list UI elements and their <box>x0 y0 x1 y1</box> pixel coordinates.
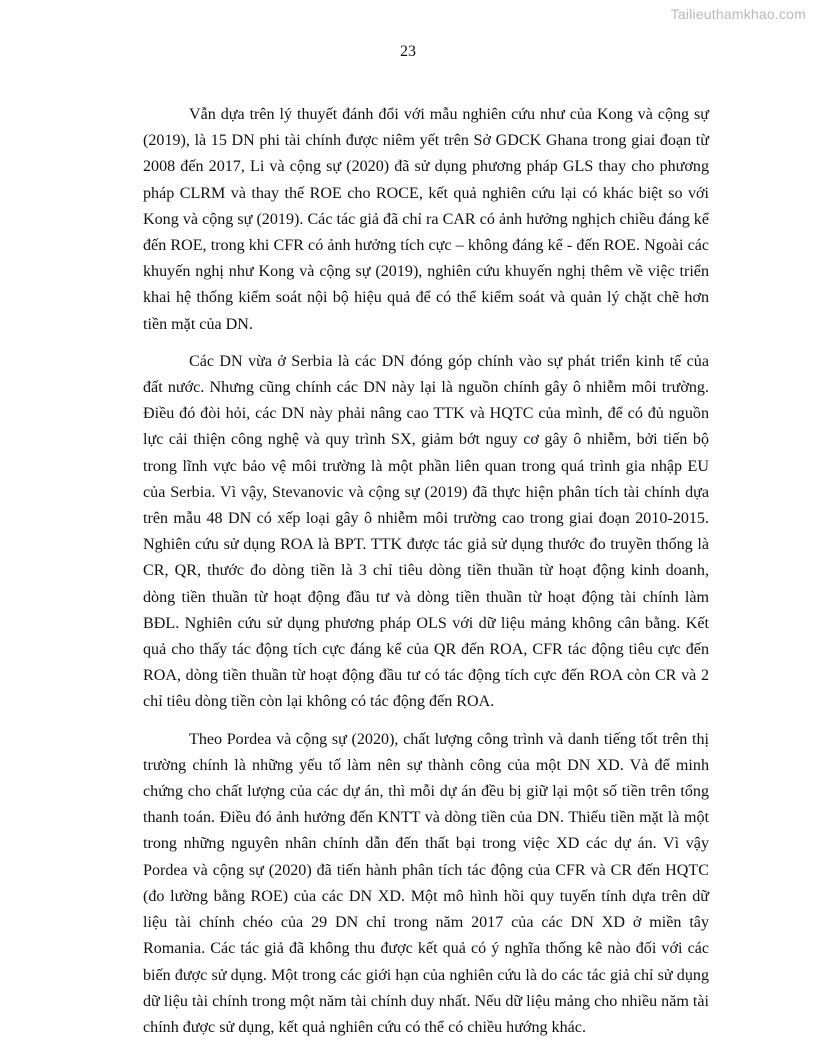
paragraph-li-2020: Vẫn dựa trên lý thuyết đánh đổi với mẫu nghiên cứu như của Kong và cộng sự (2019), là 15 DN phi tài chính được niêm yết trên Sở GDCK Ghana trong giai đoạn từ 2008 đến 2017, Li và cộng sự (2020) đã sử dụng phương pháp GLS thay cho phương pháp CLRM và thay thế ROE cho ROCE, kết quả nghiên cứu lại có khác biệt so với Kong và cộng sự (2019). Các tác giả đã chỉ ra CAR có ảnh hưởng nghịch chiều đáng kể đến ROE, trong khi CFR có ảnh hưởng tích cực – không đáng kể - đến ROE. Ngoài các khuyến nghị như Kong và cộng sự (2019), nghiên cứu khuyến nghị thêm về việc triển khai hệ thống kiểm soát nội bộ hiệu quả để có thể kiểm soát và quản lý chặt chẽ hơn tiền mặt của DN. <box>143 106 709 333</box>
paragraph-pordea-2020: Theo Pordea và cộng sự (2020), chất lượng công trình và danh tiếng tốt trên thị trường chính là những yếu tố làm nên sự thành công của một DN XD. Và để minh chứng cho chất lượng của các dự án, thì mỗi dự án đều bị giữ lại một số tiền trên tổng thanh toán. Điều đó ảnh hưởng đến KNTT và dòng tiền của DN. Thiếu tiền mặt là một trong những nguyên nhân chính dẫn đến thất bại trong việc XD các dự án. Vì vậy Pordea và cộng sự (2020) đã tiến hành phân tích tác động của CFR và CR đến HQTC (đo lường bằng ROE) của các DN XD. Một mô hình hồi quy tuyến tính dựa trên dữ liệu tài chính chéo của 29 DN chỉ trong năm 2017 của các DN XD ở miền tây Romania. Các tác giả đã không thu được kết quả có ý nghĩa thống kê nào đối với các biến được sử dụng. Một trong các giới hạn của nghiên cứu là do các tác giả chỉ sử dụng dữ liệu tài chính trong một năm tài chính duy nhất. Nếu dữ liệu mảng cho nhiều năm tài chính được sử dụng, kết quả nghiên cứu có thể có chiều hướng khác. <box>143 730 709 1036</box>
document-body <box>143 102 709 1052</box>
watermark-text: Tailieuthamkhao.com <box>670 6 806 22</box>
paragraph-serbia-stevanovic: Các DN vừa ở Serbia là các DN đóng góp chính vào sự phát triển kinh tế của đất nước. Nhưng cũng chính các DN này lại là nguồn chính gây ô nhiễm môi trường. Điều đó đòi hỏi, các DN này phải nâng cao TTK và HQTC của mình, để có đủ nguồn lực cải thiện công nghệ và quy trình SX, giảm bớt nguy cơ gây ô nhiễm, bởi tiến bộ trong lĩnh vực bảo vệ môi trường là một phần liên quan trong quá trình gia nhập EU của Serbia. Vì vậy, Stevanovic và cộng sự (2019) đã thực hiện phân tích tài chính dựa trên mẫu 48 DN có xếp loại gây ô nhiễm môi trường cao trong giai đoạn 2010-2015. Nghiên cứu sử dụng ROA là BPT. TTK được tác giả sử dụng thước đo truyền thống là CR, QR, thước đo dòng tiền là 3 chỉ tiêu dòng tiền thuần từ hoạt động kinh doanh, dòng tiền thuần từ hoạt động đầu tư và dòng tiền thuần từ hoạt động tài chính làm BĐL. Nghiên cứu sử dụng phương pháp OLS với dữ liệu mảng không cân bằng. Kết quả cho thấy tác động tích cực đáng kể của QR đến ROA, CFR tác động tiêu cực đến ROA, dòng tiền thuần từ hoạt động đầu tư có tác động tích cực đến ROA còn CR và 2 chỉ tiêu dòng tiền còn lại không có tác động đến ROA. <box>143 352 709 711</box>
page-number: 23 <box>400 43 416 60</box>
